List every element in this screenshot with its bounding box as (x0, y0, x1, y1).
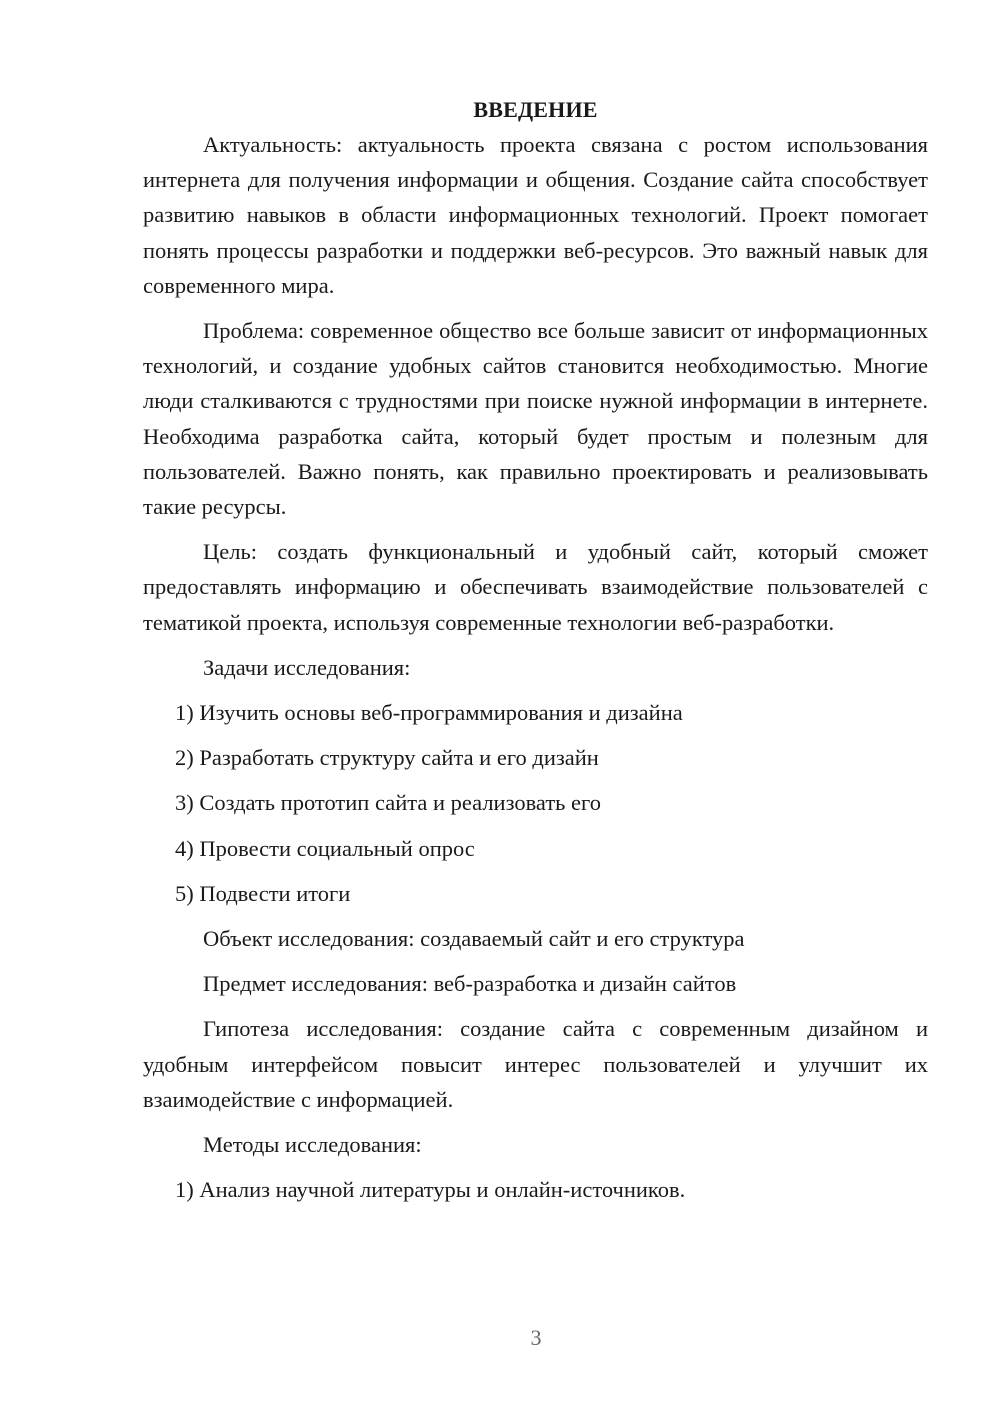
list-item: 5) Подвести итоги (175, 880, 351, 906)
list-item: 1) Анализ научной литературы и онлайн-источников. (175, 1177, 686, 1203)
list-item: 1) Изучить основы веб-программирования и дизайна (175, 700, 683, 726)
research-subject: Предмет исследования: веб-разработка и дизайн сайтов (203, 971, 737, 997)
paragraph-problem: Проблема: современное общество все больше зависит от информационных технологий, и создание удобных сайтов становится необходимостью. Многие люди сталкиваются с трудностями при поиске нужной информации в интернете. Необходима разработка сайта, который будет простым и полезным для пользователей. Важно понять, как правильно проектировать и реализовывать такие ресурсы. (143, 318, 928, 520)
methods-list (143, 1172, 928, 1207)
paragraph-goal: Цель: создать функциональный и удобный сайт, который сможет предоставлять информацию и обеспечивать взаимодействие пользователей с тематикой проекта, используя современные технологии веб-разработки. (143, 539, 928, 635)
research-object: Объект исследования: создаваемый сайт и его структура (203, 926, 745, 952)
methods-heading: Методы исследования: (203, 1132, 422, 1158)
list-item: 2) Разработать структуру сайта и его дизайн (175, 745, 599, 771)
paragraph-hypothesis: Гипотеза исследования: создание сайта с современным дизайном и удобным интерфейсом повысит интерес пользователей и улучшит их взаимодействие с информацией. (143, 1016, 928, 1112)
tasks-list (143, 695, 928, 911)
tasks-heading: Задачи исследования: (203, 654, 411, 680)
list-item: 4) Провести социальный опрос (175, 835, 475, 861)
paragraph-relevance: Актуальность: актуальность проекта связана с ростом использования интернета для получения информации и общения. Создание сайта способствует развитию навыков в области информационных технологий. Проект помогает понять процессы разработки и поддержки веб-ресурсов. Это важный навык для современного мира. (143, 132, 928, 298)
page-title: ВВЕДЕНИЕ (473, 97, 598, 122)
page-number: 3 (530, 1325, 542, 1350)
list-item: 3) Создать прототип сайта и реализовать его (175, 790, 601, 816)
document-page (143, 92, 928, 1217)
